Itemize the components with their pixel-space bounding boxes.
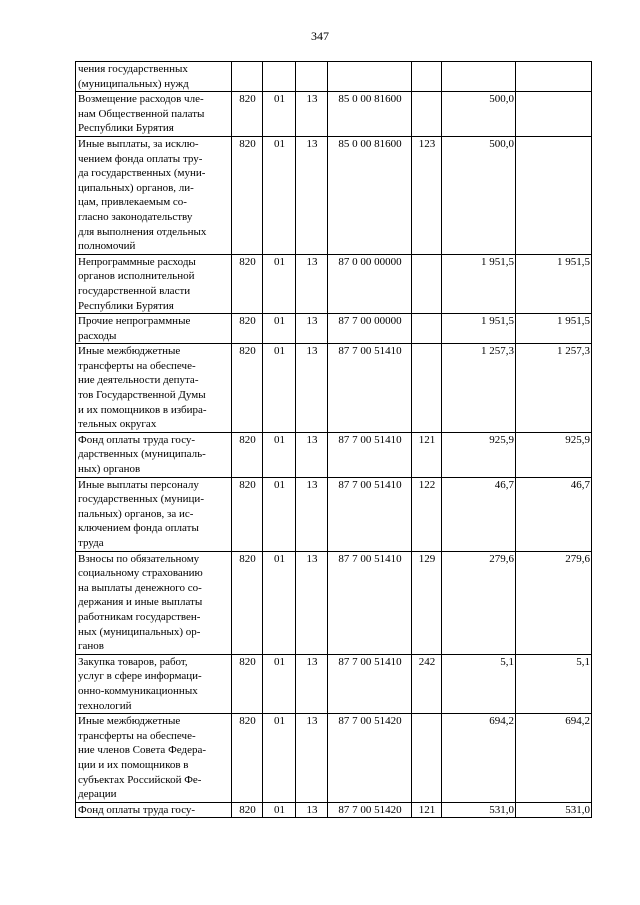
target-article-cell [328, 62, 412, 92]
section-code-cell: 01 [263, 432, 296, 477]
expense-type-cell: 123 [412, 136, 442, 254]
target-article-cell: 87 0 00 00000 [328, 254, 412, 313]
table-row [76, 654, 592, 713]
expense-name-cell: Иные выплаты, за исклю- чением фонда оплаты тру- да государственных (муни- ципальных) органов, ли- цам, привлекаемым со- гласно законодательству для выполнения отдельных полномочий [76, 136, 232, 254]
amount-cell: 1 257,3 [442, 344, 516, 433]
expense-type-cell [412, 92, 442, 137]
target-article-cell: 87 7 00 00000 [328, 314, 412, 344]
ministry-code-cell: 820 [232, 654, 263, 713]
section-code-cell [263, 62, 296, 92]
expense-name-cell: Фонд оплаты труда госу- [76, 802, 232, 818]
section-code-cell: 01 [263, 344, 296, 433]
amount-2-cell [516, 92, 592, 137]
subsection-code-cell: 13 [296, 314, 328, 344]
section-code-cell: 01 [263, 551, 296, 654]
subsection-code-cell: 13 [296, 136, 328, 254]
ministry-code-cell: 820 [232, 802, 263, 818]
amount-cell: 1 951,5 [442, 254, 516, 313]
expense-type-cell [412, 714, 442, 803]
subsection-code-cell: 13 [296, 714, 328, 803]
amount-cell: 925,9 [442, 432, 516, 477]
target-article-cell: 87 7 00 51410 [328, 551, 412, 654]
amount-2-cell: 279,6 [516, 551, 592, 654]
section-code-cell: 01 [263, 314, 296, 344]
expense-type-cell: 121 [412, 432, 442, 477]
amount-2-cell: 694,2 [516, 714, 592, 803]
table-row [76, 136, 592, 254]
subsection-code-cell: 13 [296, 551, 328, 654]
expense-name-cell: Прочие непрограммные расходы [76, 314, 232, 344]
expense-type-cell [412, 344, 442, 433]
expense-name-cell: чения государственных (муниципальных) нужд [76, 62, 232, 92]
table-row [76, 714, 592, 803]
expense-type-cell: 122 [412, 477, 442, 551]
amount-cell [442, 62, 516, 92]
table-row [76, 62, 592, 92]
table-row [76, 551, 592, 654]
table-row [76, 344, 592, 433]
amount-2-cell: 1 951,5 [516, 314, 592, 344]
subsection-code-cell: 13 [296, 654, 328, 713]
amount-2-cell: 46,7 [516, 477, 592, 551]
amount-2-cell: 5,1 [516, 654, 592, 713]
section-code-cell: 01 [263, 136, 296, 254]
target-article-cell: 87 7 00 51410 [328, 344, 412, 433]
subsection-code-cell [296, 62, 328, 92]
target-article-cell: 87 7 00 51410 [328, 477, 412, 551]
amount-2-cell [516, 136, 592, 254]
ministry-code-cell: 820 [232, 714, 263, 803]
budget-table-body [76, 62, 592, 818]
target-article-cell: 87 7 00 51410 [328, 432, 412, 477]
page-number: 347 [311, 29, 329, 43]
target-article-cell: 87 7 00 51410 [328, 654, 412, 713]
expense-type-cell: 129 [412, 551, 442, 654]
ministry-code-cell [232, 62, 263, 92]
section-code-cell: 01 [263, 92, 296, 137]
section-code-cell: 01 [263, 477, 296, 551]
amount-2-cell: 531,0 [516, 802, 592, 818]
expense-type-cell: 121 [412, 802, 442, 818]
amount-2-cell: 925,9 [516, 432, 592, 477]
subsection-code-cell: 13 [296, 344, 328, 433]
section-code-cell: 01 [263, 802, 296, 818]
amount-2-cell: 1 951,5 [516, 254, 592, 313]
amount-cell: 46,7 [442, 477, 516, 551]
amount-cell: 1 951,5 [442, 314, 516, 344]
ministry-code-cell: 820 [232, 254, 263, 313]
ministry-code-cell: 820 [232, 136, 263, 254]
table-row [76, 254, 592, 313]
expense-name-cell: Иные выплаты персоналу государственных (муници- пальных) органов, за ис- ключением фонда оплаты труда [76, 477, 232, 551]
subsection-code-cell: 13 [296, 432, 328, 477]
target-article-cell: 87 7 00 51420 [328, 802, 412, 818]
expense-name-cell: Иные межбюджетные трансферты на обеспече- ние деятельности депута- тов Государственной Думы и их помощников в избира- тельных округах [76, 344, 232, 433]
expense-name-cell: Непрограммные расходы органов исполнительной государственной власти Республики Бурятия [76, 254, 232, 313]
amount-cell: 531,0 [442, 802, 516, 818]
expense-name-cell: Иные межбюджетные трансферты на обеспече- ние членов Совета Федера- ции и их помощников в субъектах Российской Фе- дерации [76, 714, 232, 803]
ministry-code-cell: 820 [232, 432, 263, 477]
subsection-code-cell: 13 [296, 802, 328, 818]
ministry-code-cell: 820 [232, 92, 263, 137]
subsection-code-cell: 13 [296, 477, 328, 551]
target-article-cell: 85 0 00 81600 [328, 136, 412, 254]
expense-name-cell: Взносы по обязательному социальному страхованию на выплаты денежного со- держания и иные выплаты работникам государствен- ных (муниципальных) ор- ганов [76, 551, 232, 654]
amount-2-cell [516, 62, 592, 92]
expense-name-cell: Возмещение расходов чле- нам Общественной палаты Республики Бурятия [76, 92, 232, 137]
table-row [76, 802, 592, 818]
amount-cell: 500,0 [442, 92, 516, 137]
expense-type-cell [412, 314, 442, 344]
section-code-cell: 01 [263, 254, 296, 313]
amount-cell: 694,2 [442, 714, 516, 803]
amount-cell: 5,1 [442, 654, 516, 713]
amount-cell: 279,6 [442, 551, 516, 654]
table-row [76, 92, 592, 137]
amount-2-cell: 1 257,3 [516, 344, 592, 433]
expense-name-cell: Закупка товаров, работ, услуг в сфере информаци- онно-коммуникационных технологий [76, 654, 232, 713]
section-code-cell: 01 [263, 654, 296, 713]
section-code-cell: 01 [263, 714, 296, 803]
table-row [76, 432, 592, 477]
subsection-code-cell: 13 [296, 92, 328, 137]
expense-type-cell: 242 [412, 654, 442, 713]
target-article-cell: 87 7 00 51420 [328, 714, 412, 803]
expense-type-cell [412, 62, 442, 92]
table-row [76, 477, 592, 551]
amount-cell: 500,0 [442, 136, 516, 254]
target-article-cell: 85 0 00 81600 [328, 92, 412, 137]
ministry-code-cell: 820 [232, 551, 263, 654]
expense-name-cell: Фонд оплаты труда госу- дарственных (муниципаль- ных) органов [76, 432, 232, 477]
ministry-code-cell: 820 [232, 314, 263, 344]
expense-type-cell [412, 254, 442, 313]
ministry-code-cell: 820 [232, 477, 263, 551]
ministry-code-cell: 820 [232, 344, 263, 433]
budget-table [75, 61, 592, 818]
table-row [76, 314, 592, 344]
subsection-code-cell: 13 [296, 254, 328, 313]
